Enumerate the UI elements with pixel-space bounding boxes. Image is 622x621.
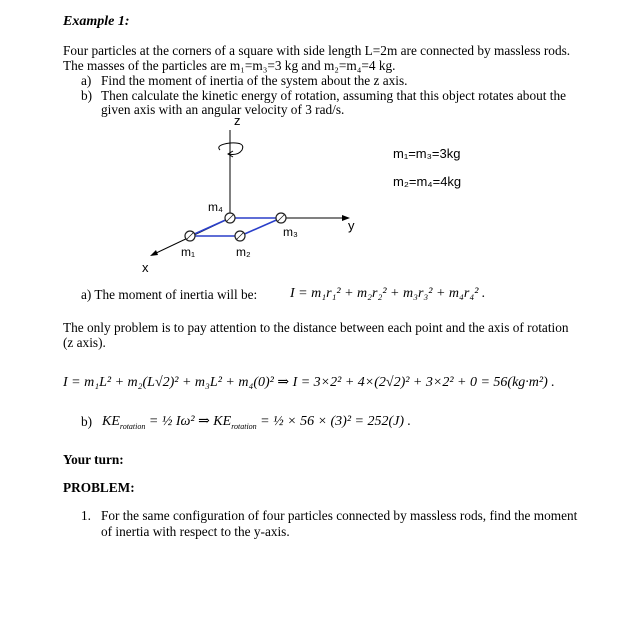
task-b-text: Then calculate the kinetic energy of rotation, assuming that this object rotates about the: [101, 88, 567, 103]
your-turn-heading: Your turn:: [63, 452, 124, 467]
problem-heading: PROBLEM:: [63, 480, 135, 495]
x-axis-label: x: [142, 260, 149, 275]
problem-line-1: For the same configuration of four particles connected by massless rods, find the moment: [101, 508, 578, 523]
intro-line-1: Four particles at the corners of a square with side length L=2m are connected by massless rods.: [63, 43, 571, 58]
mass-legend-line-1: m₁=m₃=3kg: [393, 146, 461, 161]
note-line-1: The only problem is to pay attention to the distance between each point and the axis of rotation: [63, 320, 569, 335]
label-m2: m₂: [236, 245, 251, 259]
label-m3: m₃: [283, 225, 298, 239]
y-axis-label: y: [348, 218, 355, 233]
note-line-2: (z axis).: [63, 335, 106, 350]
ke-middle: = ½ Iω² ⇒ KE: [148, 414, 232, 429]
problem-number: 1.: [81, 508, 91, 523]
answer-a-prefix: a) The moment of inertia will be:: [81, 287, 258, 302]
problem-line-2: of inertia with respect to the y-axis.: [101, 524, 290, 539]
task-b-text-cont: given axis with an angular velocity of 3 rad/s.: [101, 102, 345, 117]
answer-a-formula: I = m₁r₁² + m₂r₂² + m₃r₃² + m₄r₄² .: [290, 286, 486, 301]
task-b-letter: b): [81, 88, 93, 103]
ke-subscript-2: rotation: [231, 421, 257, 431]
intro-line-2: The masses of the particles are m₁=m₃=3 kg and m₂=m₄=4 kg.: [63, 58, 396, 73]
z-axis-label: z: [234, 113, 241, 128]
label-m4: m₄: [208, 200, 223, 214]
ke-symbol-1: KE: [102, 414, 120, 429]
task-a-text: Find the moment of inertia of the system about the z axis.: [101, 73, 408, 88]
mass-legend-line-2: m₂=m₄=4kg: [393, 174, 462, 189]
square-figure: [0, 0, 622, 290]
answer-b-ke-1: [102, 413, 411, 431]
example-title: Example 1:: [63, 14, 130, 29]
label-m1: m₁: [181, 245, 196, 259]
main-equation: I = m₁L² + m₂(L√2)² + m₃L² + m₄(0)² ⇒ I = 3×2² + 4×(2√2)² + 3×2² + 0 = 56(kg·m²) .: [63, 375, 555, 390]
answer-b-letter: b): [81, 414, 93, 429]
task-a-letter: a): [81, 73, 92, 88]
ke-subscript-1: rotation: [119, 421, 146, 431]
ke-result: = ½ × 56 × (3)² = 252(J) .: [260, 414, 412, 429]
